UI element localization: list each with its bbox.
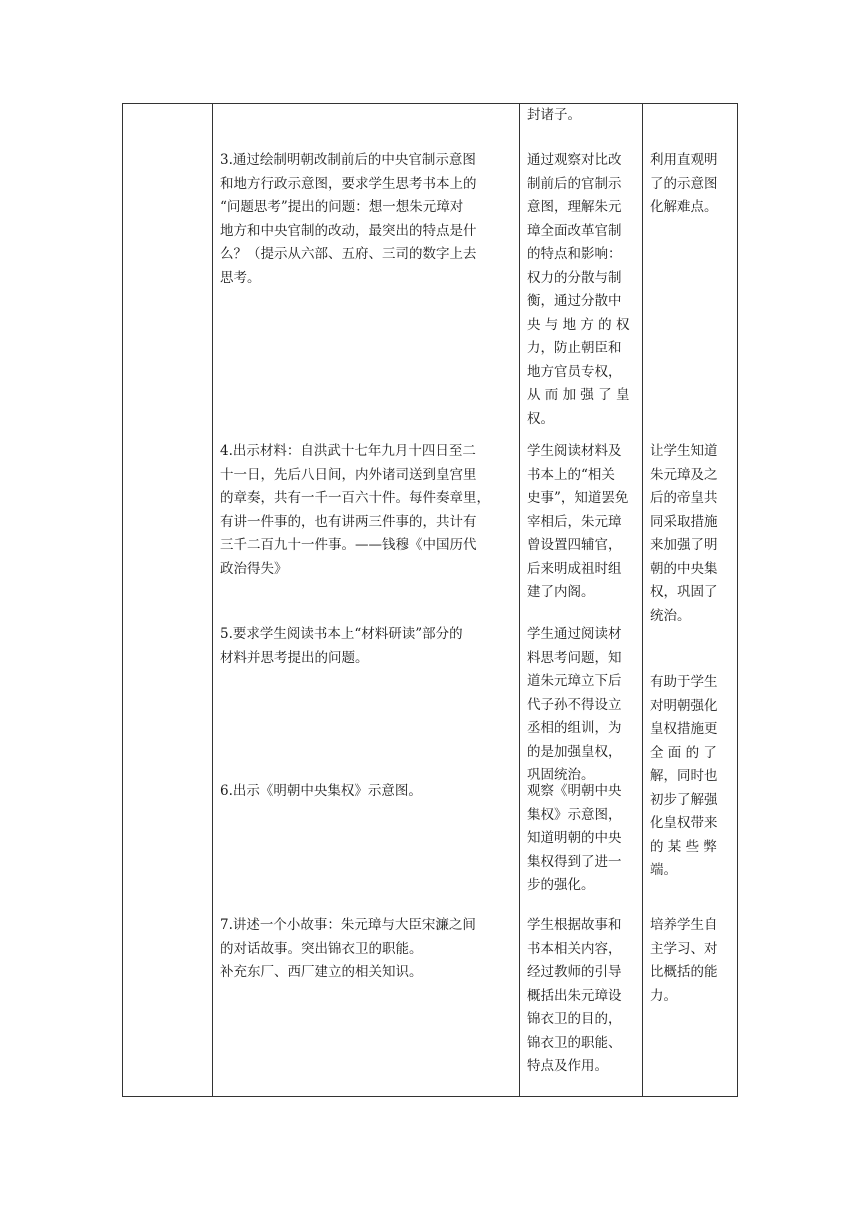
student-cell-continuation	[527, 104, 581, 128]
text-line: 朝的中央集	[650, 560, 718, 577]
text-line: 意图，理解朱元	[527, 199, 622, 215]
text-line: 的特点和影响：	[527, 246, 622, 262]
text-line: 知道明朝的中央	[527, 830, 622, 846]
text-line: 有助于学生	[650, 674, 718, 690]
text-line: 的章奏，共有一千一百六十件。每件奏章里，	[220, 490, 490, 506]
text-line: 特点及作用。	[527, 1058, 608, 1074]
text-line: 化皇权带来	[650, 815, 718, 831]
text-line: 建了内阁。	[527, 584, 595, 600]
text-line: 制前后的官制示	[527, 175, 622, 192]
text-line: 概括出朱元璋设	[527, 987, 622, 1004]
text-line: 地方和中央官制的改动，最突出的特点是什	[220, 222, 477, 239]
column-divider	[642, 104, 643, 1096]
design-intent-cell	[650, 914, 718, 1008]
text-line: 锦衣卫的职能、	[527, 1034, 622, 1051]
text-line: 有讲一件事的，也有讲两三件事的，共计有	[220, 513, 477, 530]
text-line: 了的示意图	[650, 175, 718, 192]
text-line: 经过教师的引导	[527, 964, 622, 980]
text-line: 初步了解强	[650, 791, 718, 808]
text-line: 集权得到了进一	[527, 853, 622, 870]
text-line: 对明朝强化	[650, 697, 718, 714]
text-line: 书本相关内容，	[527, 940, 622, 957]
text-line: 力。	[650, 987, 677, 1004]
text-line: 地方官员专权，	[527, 363, 622, 380]
lesson-plan-table	[122, 103, 738, 1097]
teacher-activity-cell	[220, 914, 476, 985]
text-line: 学生阅读材料及	[527, 443, 622, 459]
text-line: 央 与 地 方 的 权	[527, 316, 630, 333]
text-line: 书本上的“相关	[527, 466, 615, 483]
text-line: 观察《明朝中央	[527, 783, 622, 799]
text-line: 权。	[527, 410, 554, 427]
text-line: 端。	[650, 862, 677, 878]
text-line: 的 某 些 弊	[650, 838, 717, 855]
text-line: 3.通过绘制明朝改制前后的中央官制示意图	[220, 152, 476, 168]
text-line: 政治得失》	[220, 560, 288, 577]
text-line: 权力的分散与制	[527, 269, 622, 286]
text-line: 比概括的能	[650, 964, 718, 980]
text-line: 代子孙不得设立	[527, 696, 622, 713]
text-line: 曾设置四辅官，	[527, 537, 622, 553]
text-line: 三千二百九十一件事。——钱穆《中国历代	[220, 537, 477, 553]
text-line: 的对话故事。突出锦衣卫的职能。	[220, 940, 423, 957]
text-line: 6.出示《明朝中央集权》示意图。	[220, 783, 422, 799]
teacher-activity-cell	[220, 149, 477, 290]
text-line: 巩固统治。	[527, 767, 595, 783]
text-line: 权，巩固了	[650, 584, 718, 600]
text-line: 锦衣卫的目的，	[527, 1011, 622, 1027]
text-line: 后来明成祖时组	[527, 560, 622, 577]
text-line: 力，防止朝臣和	[527, 340, 622, 356]
text-line: 璋全面改革官制	[527, 222, 622, 239]
design-intent-cell	[650, 440, 718, 628]
text-line: 丞相的组训，为	[527, 720, 622, 736]
text-line: 十一日，先后八日间，内外诸司送到皇宫里	[220, 466, 477, 483]
student-activity-cell	[527, 623, 622, 788]
column-divider	[212, 104, 213, 1096]
student-activity-cell	[527, 440, 628, 605]
design-intent-cell	[650, 671, 718, 883]
text-line: 封诸子。	[527, 107, 581, 123]
text-line: 化解难点。	[650, 199, 718, 215]
text-line: 后的帝皇共	[650, 490, 718, 506]
text-line: 集权》示意图，	[527, 806, 622, 823]
text-line: 皇权措施更	[650, 721, 718, 737]
text-line: 料思考问题，知	[527, 649, 622, 666]
text-line: 同采取措施	[650, 513, 718, 530]
text-line: 宰相后，朱元璋	[527, 513, 622, 530]
text-line: 4.出示材料：自洪武十七年九月十四日至二	[220, 443, 476, 459]
text-line: 道朱元璋立下后	[527, 673, 622, 689]
text-line: 学生根据故事和	[527, 917, 622, 933]
student-activity-cell	[527, 149, 629, 431]
text-line: 解，同时也	[650, 768, 718, 784]
teacher-activity-cell	[220, 780, 422, 804]
text-line: 主学习、对	[650, 940, 718, 957]
text-line: 朱元璋及之	[650, 466, 718, 483]
text-line: 和地方行政示意图，要求学生思考书本上的	[220, 175, 477, 192]
text-line: 让学生知道	[650, 443, 718, 459]
text-line: 来加强了明	[650, 537, 718, 553]
text-line: 全 面 的 了	[650, 744, 717, 761]
text-line: 衡，通过分散中	[527, 293, 622, 309]
text-line: 步的强化。	[527, 877, 595, 893]
text-line: 史事”，知道罢免	[527, 490, 629, 506]
text-line: 利用直观明	[650, 152, 718, 168]
text-line: 通过观察对比改	[527, 152, 622, 168]
text-line: 思考。	[220, 269, 261, 286]
text-line: “问题思考”提出的问题：想一想朱元璋对	[220, 199, 464, 215]
text-line: 么？（提示从六部、五府、三司的数字上去	[220, 246, 477, 262]
text-line: 统治。	[650, 607, 691, 624]
teacher-activity-cell	[220, 623, 463, 670]
text-line: 5.要求学生阅读书本上“材料研读”部分的	[220, 626, 463, 642]
student-activity-cell	[527, 914, 622, 1079]
text-line: 材料并思考提出的问题。	[220, 649, 369, 666]
column-divider	[519, 104, 520, 1096]
text-line: 培养学生自	[650, 917, 718, 933]
text-line: 的是加强皇权，	[527, 743, 622, 760]
design-intent-cell	[650, 149, 718, 220]
text-line: 补充东厂、西厂建立的相关知识。	[220, 964, 423, 980]
text-line: 学生通过阅读材	[527, 626, 622, 642]
teacher-activity-cell	[220, 440, 490, 581]
student-activity-cell	[527, 780, 622, 898]
text-line: 7.讲述一个小故事：朱元璋与大臣宋濂之间	[220, 917, 476, 933]
text-line: 从 而 加 强 了 皇	[527, 387, 630, 403]
